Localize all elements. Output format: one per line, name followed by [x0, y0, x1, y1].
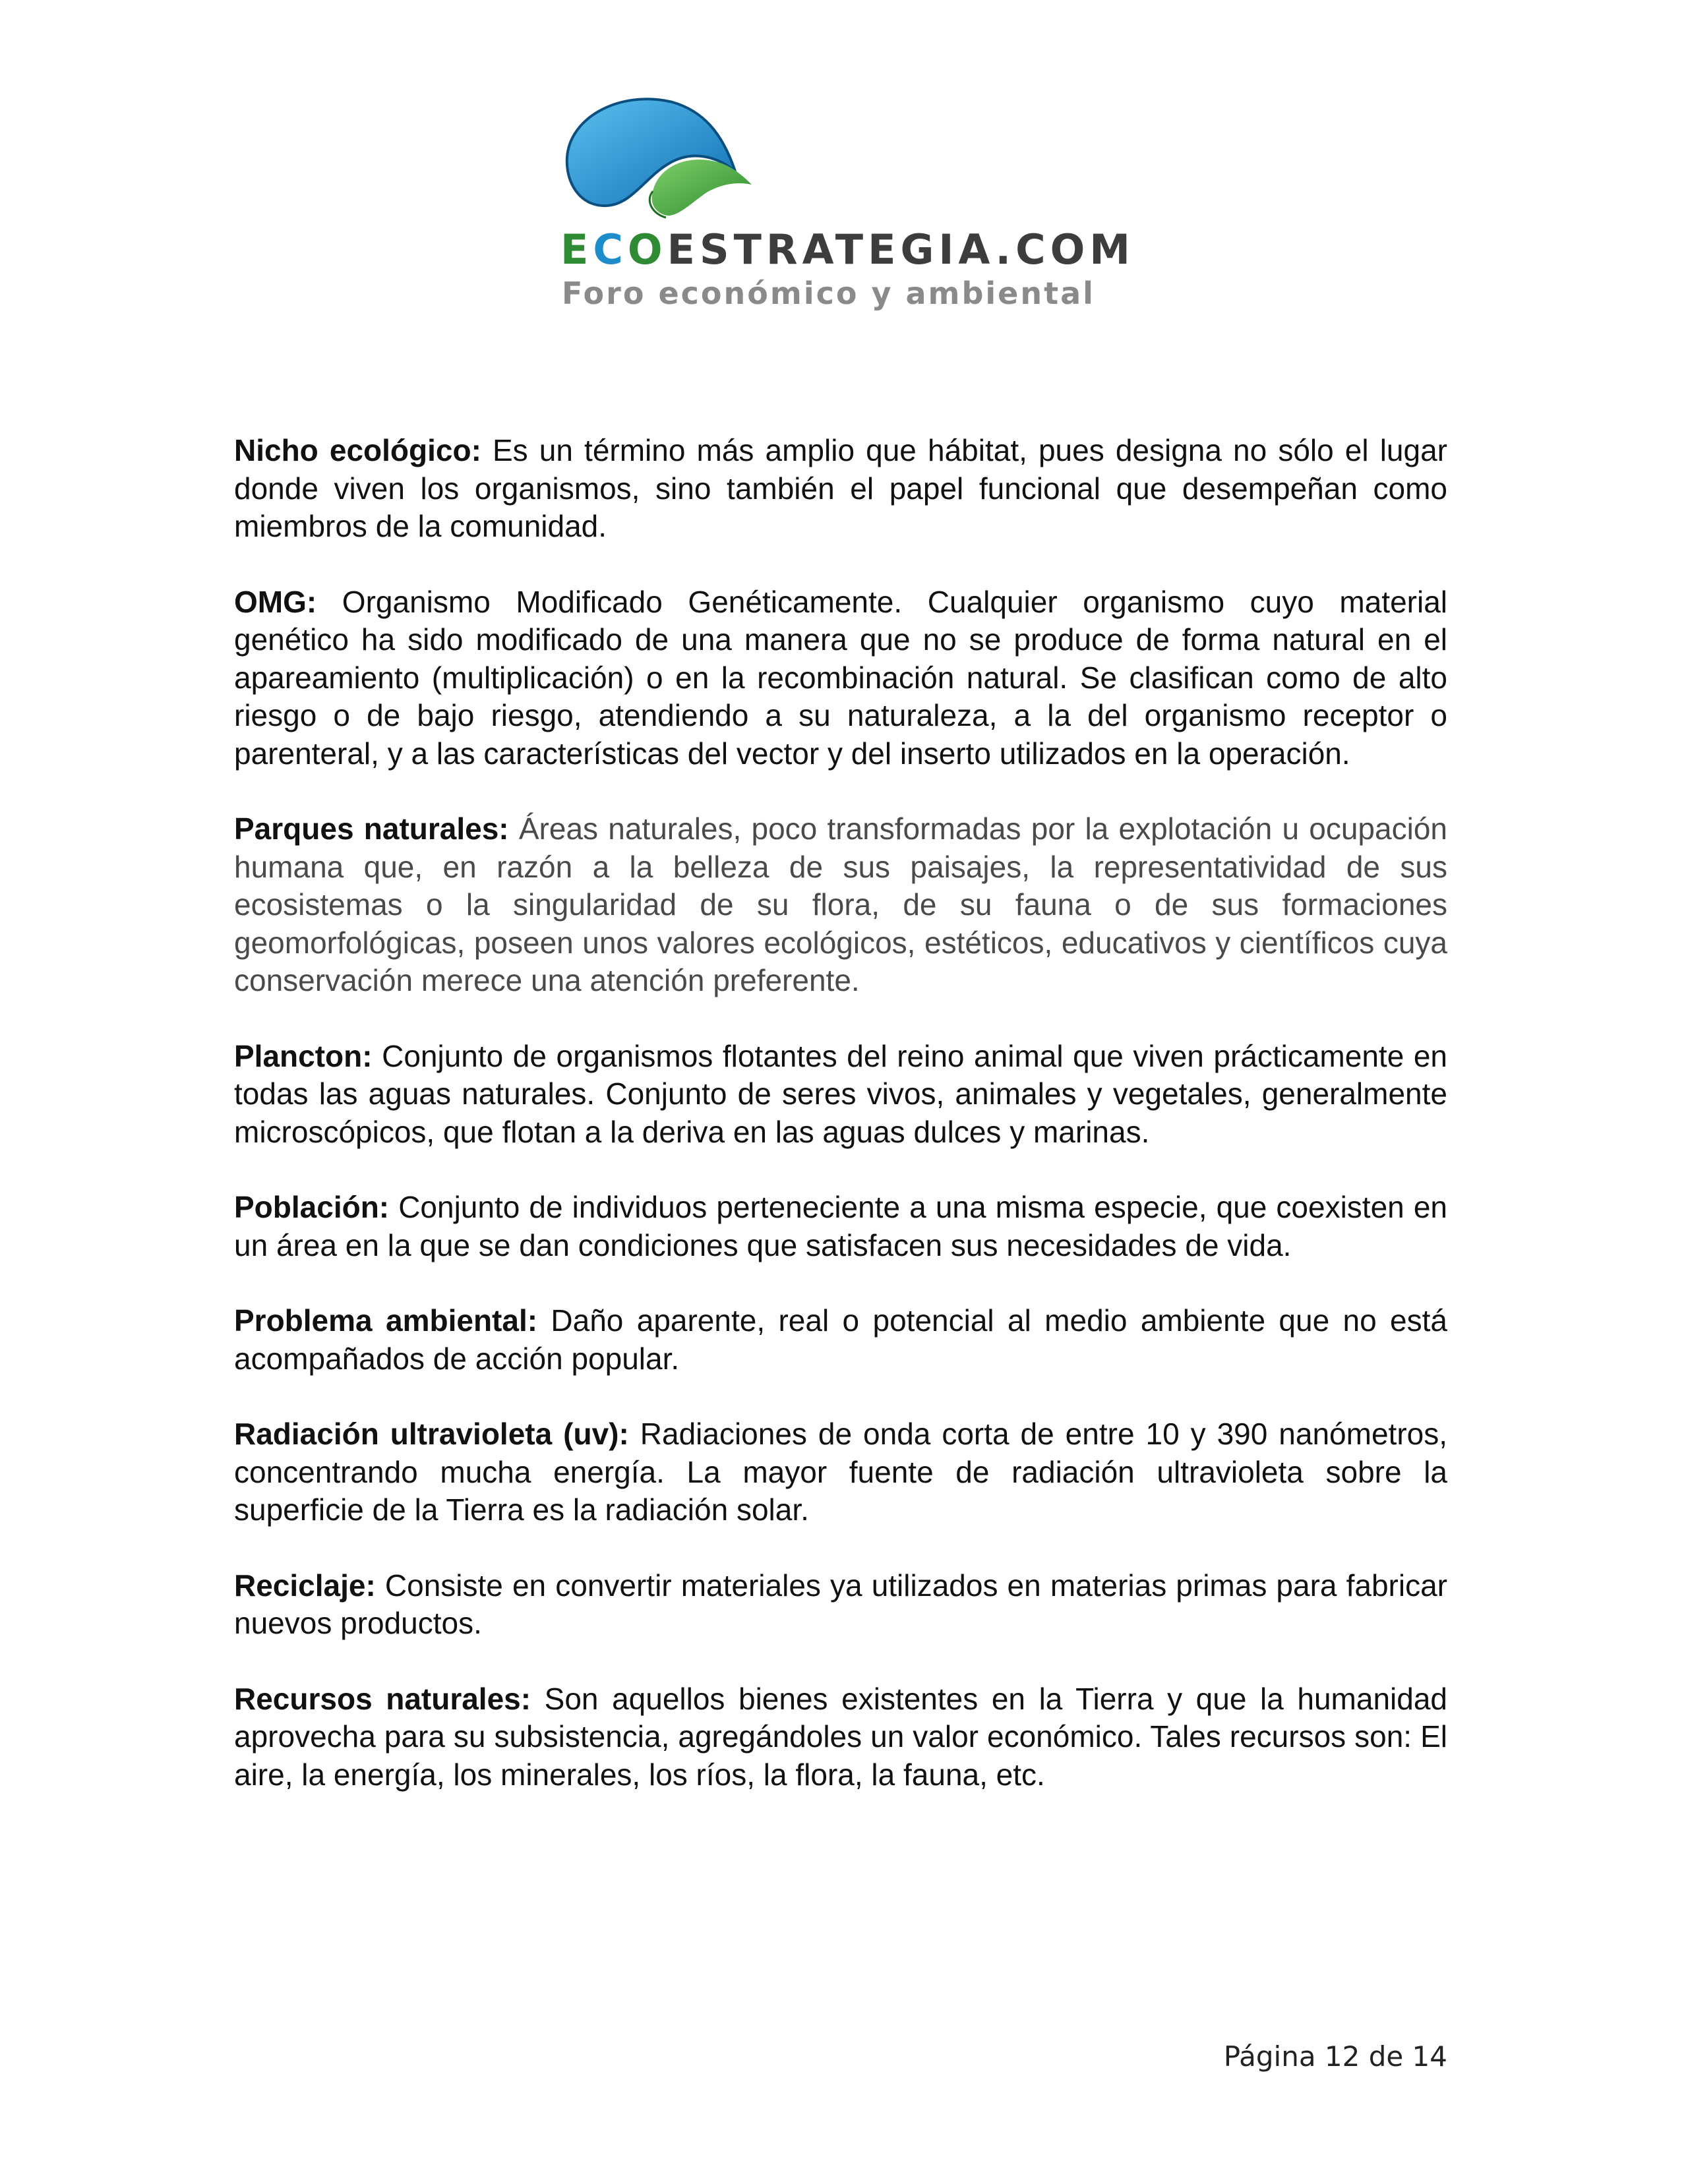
entry-definition: Conjunto de organismos flotantes del reino animal que viven prácticamente en todas las aguas naturales. Conjunto de seres vivos, animales y vegetales, generalmente microscópicos, que flotan a la deriva en las aguas dulces y marinas.	[234, 1038, 1447, 1149]
logo-brand-o: O	[627, 225, 667, 274]
page-number: Página 12 de 14	[1223, 2040, 1447, 2073]
entry-term: OMG:	[234, 584, 317, 619]
site-logo	[560, 92, 1135, 316]
entry-term: Plancton:	[234, 1038, 373, 1073]
entry-term: Parques naturales:	[234, 812, 509, 846]
entry-term: Recursos naturales:	[234, 1681, 531, 1716]
entry-definition: Son aquellos bienes existentes en la Tierra y que la humanidad aprovecha para su subsistencia, agregándoles un valor económico. Tales recursos son: El aire, la energía, los minerales, los ríos, la flora, la fauna, etc.	[234, 1681, 1448, 1792]
glossary-entry-reciclaje	[234, 1567, 1447, 1643]
glossary-entry-poblacion	[234, 1189, 1447, 1264]
logo-brand-e: E	[560, 225, 593, 274]
glossary-entry-problema	[234, 1302, 1447, 1378]
entry-definition: Áreas naturales, poco transformadas por la explotación u ocupación humana que, en razón a la belleza de sus paisajes, la representatividad de sus ecosistemas o la singularidad de su flora, de su fauna o de sus formaciones geomorfológicas, poseen unos valores ecológicos, estéticos, educativos y científicos cuya conservación merece una atención preferente.	[234, 812, 1447, 997]
entry-definition: Radiaciones de onda corta de entre 10 y 390 nanómetros, concentrando mucha energía. La mayor fuente de radiación ultravioleta sobre la superficie de la Tierra es la radiación solar.	[234, 1417, 1447, 1527]
logo-brand-rest: ESTRATEGIA.COM	[667, 225, 1135, 274]
entry-definition: Conjunto de individuos perteneciente a una misma especie, que coexisten en un área en la que se dan condiciones que satisfacen sus necesidades de vida.	[234, 1190, 1447, 1262]
entry-term: Radiación ultravioleta (uv):	[234, 1417, 629, 1451]
entry-term: Problema ambiental:	[234, 1303, 538, 1338]
entry-definition: Es un término más amplio que hábitat, pues designa no sólo el lugar donde viven los organismos, sino también el papel funcional que desempeñan como miembros de la comunidad.	[234, 433, 1447, 543]
glossary-entry-recursos	[234, 1680, 1447, 1794]
logo-brand-title	[560, 225, 1135, 274]
glossary-entry-plancton	[234, 1038, 1447, 1152]
glossary-entry-parques	[234, 810, 1447, 1000]
entry-definition: Organismo Modificado Genéticamente. Cualquier organismo cuyo material genético ha sido modificado de una manera que no se produce de forma natural en el apareamiento (multiplicación) o en la recombinación natural. Se clasifican como de alto riesgo o de bajo riesgo, atendiendo a su naturaleza, a la del organismo receptor o parenteral, y a las características del vector y del inserto utilizados en la operación.	[234, 584, 1447, 771]
water-drop-leaf-logo-icon	[560, 92, 758, 224]
logo-brand-c: C	[593, 225, 628, 274]
glossary-entry-nicho	[234, 432, 1447, 546]
glossary-content	[234, 432, 1447, 1831]
glossary-entry-radiacion	[234, 1415, 1447, 1529]
entry-term: Nicho ecológico:	[234, 433, 481, 467]
entry-definition: Daño aparente, real o potencial al medio ambiente que no está acompañados de acción popular.	[234, 1303, 1447, 1376]
glossary-entry-omg	[234, 583, 1447, 773]
entry-term: Reciclaje:	[234, 1568, 376, 1603]
logo-tagline: Foro económico y ambiental	[562, 276, 1095, 311]
entry-term: Población:	[234, 1190, 390, 1224]
entry-definition: Consiste en convertir materiales ya utilizados en materias primas para fabricar nuevos productos.	[234, 1568, 1447, 1640]
